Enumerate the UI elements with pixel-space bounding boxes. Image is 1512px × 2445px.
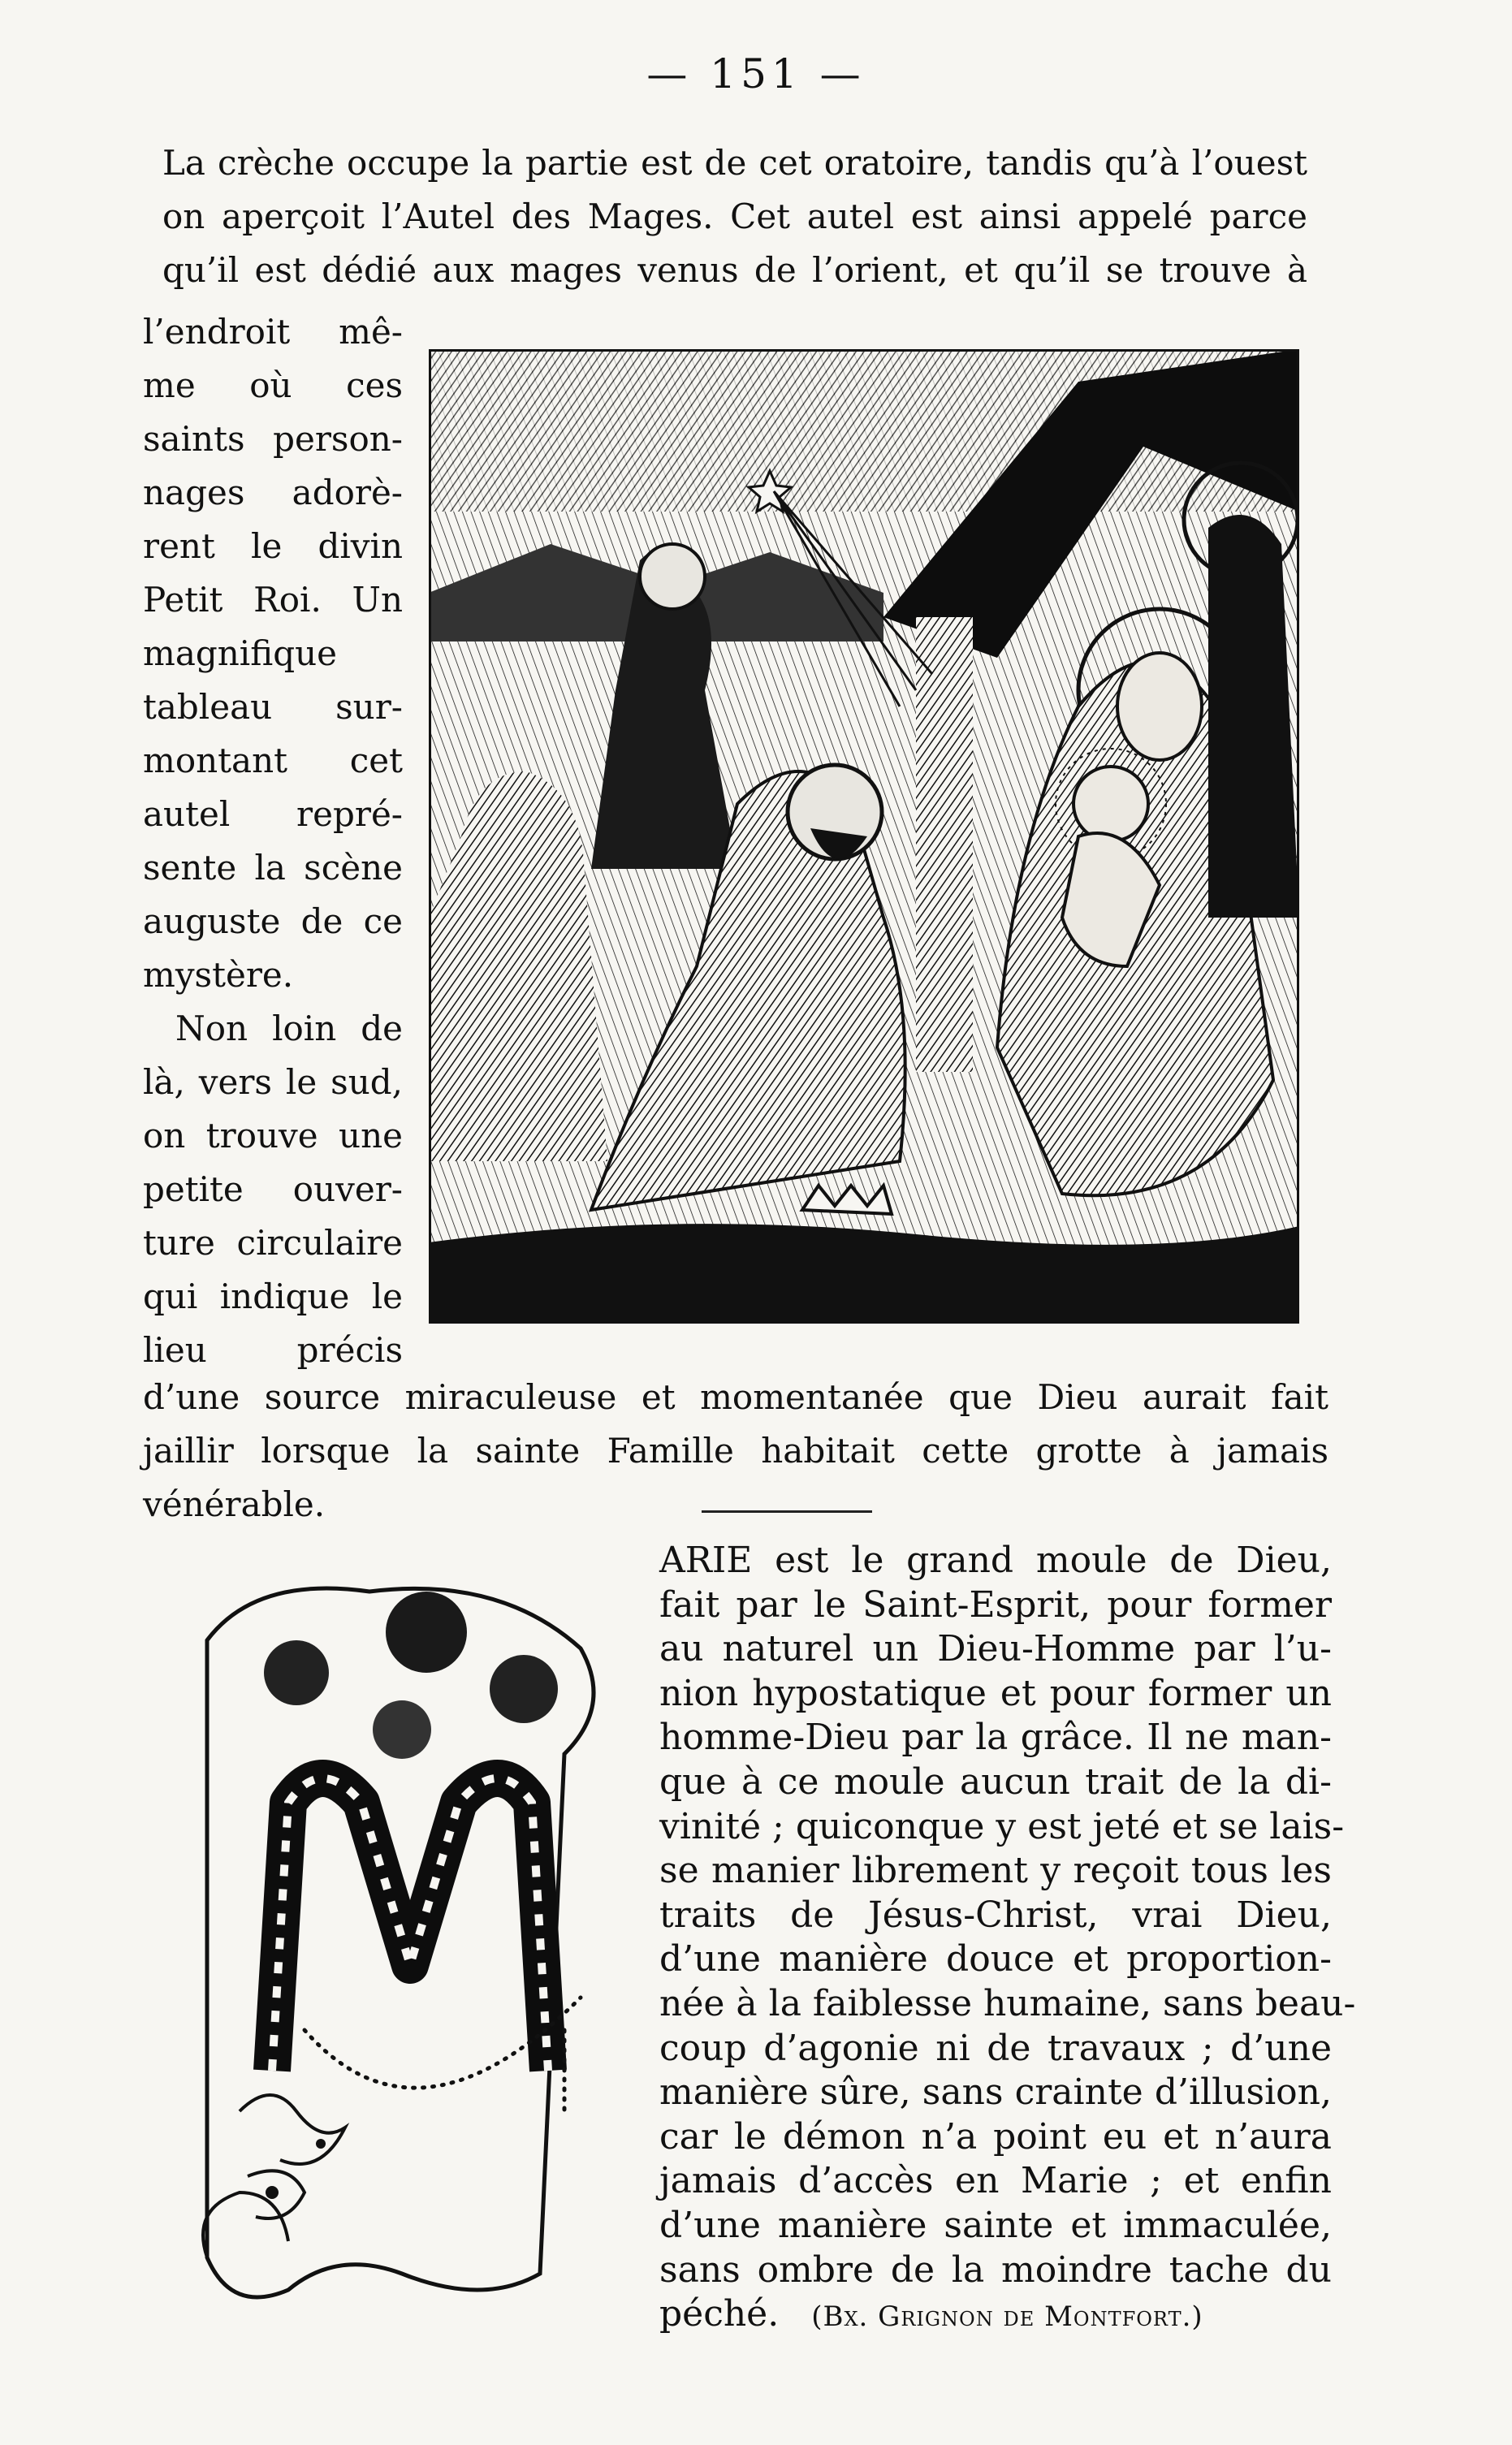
text-line: on trouve une [143,1116,403,1156]
text-line: me où ces [143,365,403,405]
text-line: l’endroit mê- [143,312,403,352]
text-line: qu’il est dédié aux mages venus de l’orient, et qu’il se trouve à [162,250,1307,290]
text-line: fait par le Saint-Esprit, pour former [659,1583,1332,1626]
text-line: La crèche occupe la partie est de cet oratoire, tandis qu’à l’ouest [162,143,1307,183]
text-line: ture circulaire [143,1223,403,1263]
text-line: traits de Jésus-Christ, vrai Dieu, [659,1894,1332,1936]
text-line: petite ouver- [143,1169,403,1209]
text-line: jamais d’accès en Marie ; et enfin [659,2160,1332,2202]
text-line: on aperçoit l’Autel des Mages. Cet autel est ainsi appelé parce [162,197,1307,236]
text-line: car le démon n’a point eu et n’aura [659,2115,1332,2158]
decorative-initial-m [158,1543,646,2314]
text-line: que à ce moule aucun trait de la di- [659,1760,1332,1803]
text-line: tableau sur- [143,687,403,727]
text-line: Non loin de [175,1009,403,1048]
text-line: là, vers le sud, [143,1062,403,1102]
text-line: manière sûre, sans crainte d’illusion, [659,2071,1332,2114]
paragraph-source-full [143,1371,1328,1531]
text-line: homme-Dieu par la grâce. Il ne man- [659,1717,1332,1759]
text-line: magnifique [143,633,338,673]
text-line: jaillir lorsque la sainte Famille habitait cette grotte à jamais [143,1431,1328,1471]
text-line: d’une manière douce et proportion- [659,1938,1332,1981]
attribution: (Bx. Grignon de Montfort.) [811,2300,1203,2334]
paragraph-intro-full [162,136,1307,297]
text-line: d’une source miraculeuse et momentanée que Dieu aurait fait [143,1377,1328,1417]
text-line: rent le divin [143,526,403,566]
text-line: lieu précis [143,1330,403,1370]
montfort-quote [659,1539,1356,2339]
text-line: nion hypostatique et pour former un [659,1672,1332,1714]
text-line: autel repré- [143,794,403,834]
text-line: coup d’agonie ni de travaux ; d’une [659,2027,1332,2069]
text-line: qui indique le [143,1276,403,1316]
text-line: au naturel un Dieu-Homme par l’u- [659,1628,1332,1670]
text-line: sans ombre de la moindre tache du [659,2248,1332,2291]
text-line: se manier librement y reçoit tous les [659,1850,1332,1892]
narrow-column [143,305,403,1377]
section-divider [702,1510,872,1513]
quote-closing-line [659,2292,1332,2339]
text-line: auguste de ce [143,901,403,941]
text-line: saints person- [143,419,403,459]
text-line: mystère. [143,955,294,995]
text-line: montant cet [143,741,403,780]
adoration-of-magi-engraving [429,349,1299,1324]
quote-last-word: péché. [659,2293,780,2335]
text-line: vinité ; quiconque y est jeté et se lais- [659,1805,1345,1847]
text-line: d’une manière sainte et immaculée, [659,2204,1332,2246]
text-line: Petit Roi. Un [143,580,403,620]
text-line: vénérable. [143,1484,326,1524]
text-line: née à la faiblesse humaine, sans beau- [659,1982,1356,2024]
text-line: sente la scène [143,848,403,888]
text-line: nages adorè- [143,473,403,512]
text-line: ARIE est le grand moule de Dieu, [659,1540,1332,1581]
page-number: — 151 — [646,50,866,97]
